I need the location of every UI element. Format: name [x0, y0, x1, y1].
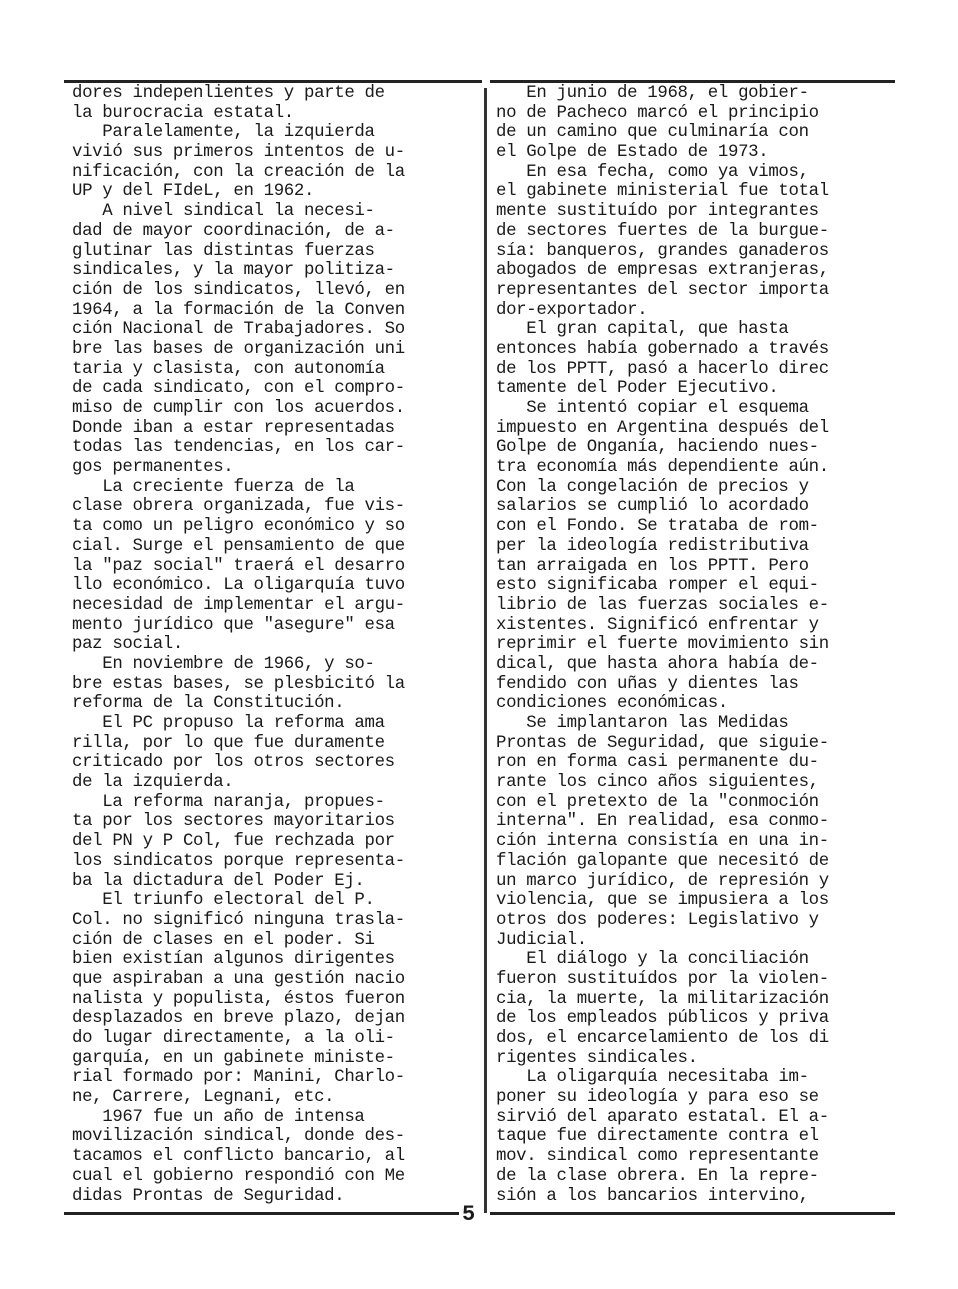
text-line: En noviembre de 1966, y so-	[72, 654, 375, 674]
text-line: impuesto en Argentina después del	[496, 418, 829, 438]
text-line: mento jurídico que "asegure" esa	[72, 615, 395, 635]
text-line: dor-exportador.	[496, 300, 648, 320]
bottom-rule-right	[490, 1212, 895, 1215]
text-line: de la izquierda.	[72, 773, 234, 793]
text-line: paz social.	[72, 635, 183, 655]
text-line: El gran capital, que hasta	[496, 320, 789, 340]
text-line: representantes del sector importa	[496, 280, 829, 300]
right-column	[496, 84, 896, 1206]
text-line: ta como un peligro económico y so	[72, 517, 405, 537]
text-line: Donde iban a estar representadas	[72, 418, 395, 438]
text-line: Paralelamente, la izquierda	[72, 123, 375, 143]
text-line: dos, el encarcelamiento de los di	[496, 1029, 829, 1048]
text-line: dores indepenlientes y parte de	[72, 84, 385, 103]
text-line: tamente del Poder Ejecutivo.	[496, 379, 779, 399]
text-line: tra economía más dependiente aún.	[496, 458, 829, 478]
text-line: ron en forma casi permanente du-	[496, 753, 819, 773]
text-line: movilización sindical, donde des-	[72, 1127, 405, 1147]
text-line: A nivel sindical la necesi-	[72, 202, 375, 222]
text-line: clase obrera organizada, fue vis-	[72, 497, 405, 517]
text-line: vivió sus primeros intentos de u-	[72, 143, 405, 163]
text-line: ta por los sectores mayoritarios	[72, 812, 395, 832]
text-line: ción de clases en el poder. Si	[72, 930, 375, 950]
text-line: garquía, en un gabinete ministe-	[72, 1048, 395, 1068]
text-line: de sectores fuertes de la burgue-	[496, 221, 829, 241]
text-line: interna". En realidad, esa conmo-	[496, 812, 829, 832]
column-divider	[484, 88, 487, 1213]
text-line: salarios se cumplió lo acordado	[496, 497, 809, 517]
text-line: de los empleados públicos y priva	[496, 1009, 829, 1029]
text-line: esto significaba romper el equi-	[496, 576, 819, 596]
bottom-rule-left	[64, 1212, 459, 1215]
text-line: otros dos poderes: Legislativo y	[496, 910, 819, 930]
text-line: con el pretexto de la "conmoción	[496, 792, 819, 812]
text-line: el gabinete ministerial fue total	[496, 182, 829, 202]
text-line: tacamos el conflicto bancario, al	[72, 1147, 405, 1167]
text-line: bre las bases de organización uni	[72, 339, 405, 359]
text-line: didas Prontas de Seguridad.	[72, 1186, 345, 1206]
left-column	[72, 84, 472, 1206]
text-line: mente sustituído por integrantes	[496, 202, 819, 222]
text-line: per la ideología redistributiva	[496, 536, 809, 556]
text-line: no de Pacheco marcó el principio	[496, 103, 819, 123]
text-line: glutinar las distintas fuerzas	[72, 241, 375, 261]
text-line: los sindicatos porque representa-	[72, 851, 405, 871]
text-line: criticado por los otros sectores	[72, 753, 395, 773]
text-line: todas las tendencias, en los car-	[72, 438, 405, 458]
text-line: sía: banqueros, grandes ganaderos	[496, 241, 829, 261]
text-line: la burocracia estatal.	[72, 103, 294, 123]
text-line: La oligarquía necesitaba im-	[496, 1068, 809, 1088]
text-line: de un camino que culminaría con	[496, 123, 809, 143]
text-line: En esa fecha, como ya vimos,	[496, 162, 809, 182]
text-line: El PC propuso la reforma ama	[72, 714, 385, 733]
text-line: cia, la muerte, la militarización	[496, 989, 829, 1009]
text-line: bre estas bases, se plesbicitó la	[72, 674, 405, 694]
text-line: 1967 fue un año de intensa	[72, 1107, 365, 1127]
text-line: violencia, que se impusiera a los	[496, 891, 829, 911]
text-line: condiciones económicas.	[496, 694, 728, 714]
text-line: xistentes. Significó enfrentar y	[496, 615, 819, 635]
text-line: ba la dictadura del Poder Ej.	[72, 871, 365, 891]
text-line: fendido con uñas y dientes las	[496, 674, 799, 694]
text-line: ción Nacional de Trabajadores. So	[72, 320, 405, 340]
text-line: abogados de empresas extranjeras,	[496, 261, 829, 281]
text-line: que aspiraban a una gestión nacio	[72, 969, 405, 989]
text-line: tan arraigada en los PPTT. Pero	[496, 556, 809, 576]
text-line: flación galopante que necesitó de	[496, 851, 829, 871]
text-line: poner su ideología y para eso se	[496, 1088, 819, 1108]
text-line: Col. no significó ninguna trasla-	[72, 910, 405, 930]
text-line: cual el gobierno respondió con Me	[72, 1166, 405, 1186]
text-line: Judicial.	[496, 930, 587, 950]
text-line: de la clase obrera. En la repre-	[496, 1166, 819, 1186]
text-line: miso de cumplir con los acuerdos.	[72, 399, 405, 418]
text-line: nalista y populista, éstos fueron	[72, 989, 405, 1009]
text-line: un marco jurídico, de represión y	[496, 871, 829, 891]
top-rule-left	[64, 80, 482, 83]
text-line: reprimir el fuerte movimiento sin	[496, 635, 829, 655]
text-line: dad de mayor coordinación, de a-	[72, 221, 395, 241]
text-line: de cada sindicato, con el compro-	[72, 379, 405, 399]
text-line: taque fue directamente contra el	[496, 1127, 819, 1147]
text-line: de los PPTT, pasó a hacerlo direc	[496, 359, 829, 379]
text-line: con el Fondo. Se trataba de rom-	[496, 517, 819, 537]
text-line: 1964, a la formación de la Conven	[72, 300, 405, 320]
text-line: UP y del FIdeL, en 1962.	[72, 182, 315, 202]
text-line: Prontas de Seguridad, que siguie-	[496, 733, 829, 753]
text-line: sirvió del aparato estatal. El a-	[496, 1107, 829, 1127]
text-line: La creciente fuerza de la	[72, 477, 355, 497]
text-line: rigentes sindicales.	[496, 1048, 698, 1068]
text-line: fueron sustituídos por la violen-	[496, 969, 829, 989]
text-line: Con la congelación de precios y	[496, 477, 809, 497]
text-line: Golpe de Onganía, haciendo nues-	[496, 438, 819, 458]
text-line: mov. sindical como representante	[496, 1147, 819, 1167]
text-line: rial formado por: Manini, Charlo-	[72, 1068, 405, 1088]
text-line: ción de los sindicatos, llevó, en	[72, 280, 405, 300]
text-line: Se intentó copiar el esquema	[496, 399, 809, 418]
text-line: bien existían algunos dirigentes	[72, 950, 395, 970]
text-line: del PN y P Col, fue rechzada por	[72, 832, 395, 852]
text-line: La reforma naranja, propues-	[72, 792, 385, 812]
text-line: sindicales, y la mayor politiza-	[72, 261, 395, 281]
text-line: librio de las fuerzas sociales e-	[496, 595, 829, 615]
top-rule-right	[490, 80, 895, 83]
text-line: desplazados en breve plazo, dejan	[72, 1009, 405, 1029]
text-line: llo económico. La oligarquía tuvo	[72, 576, 405, 596]
text-line: Se implantaron las Medidas	[496, 714, 789, 733]
text-line: En junio de 1968, el gobier-	[496, 84, 809, 103]
text-line: ción interna consistía en una in-	[496, 832, 829, 852]
text-line: la "paz social" traerá el desarro	[72, 556, 405, 576]
text-line: dical, que hasta ahora había de-	[496, 654, 819, 674]
text-line: El triunfo electoral del P.	[72, 891, 375, 911]
text-line: taria y clasista, con autonomía	[72, 359, 385, 379]
text-line: El diálogo y la conciliación	[496, 950, 809, 970]
text-line: cial. Surge el pensamiento de que	[72, 536, 405, 556]
text-line: entonces había gobernado a través	[496, 339, 829, 359]
text-line: reforma de la Constitución.	[72, 694, 345, 714]
text-line: el Golpe de Estado de 1973.	[496, 143, 769, 163]
page-number: 5	[462, 1202, 476, 1227]
text-line: necesidad de implementar el argu-	[72, 595, 405, 615]
text-line: sión a los bancarios intervino,	[496, 1186, 809, 1206]
text-line: rante los cinco años siguientes,	[496, 773, 819, 793]
text-line: ne, Carrere, Legnani, etc.	[72, 1088, 335, 1108]
text-line: do lugar directamente, a la oli-	[72, 1029, 395, 1048]
text-line: rilla, por lo que fue duramente	[72, 733, 385, 753]
text-line: gos permanentes.	[72, 458, 234, 478]
text-line: nificación, con la creación de la	[72, 162, 405, 182]
